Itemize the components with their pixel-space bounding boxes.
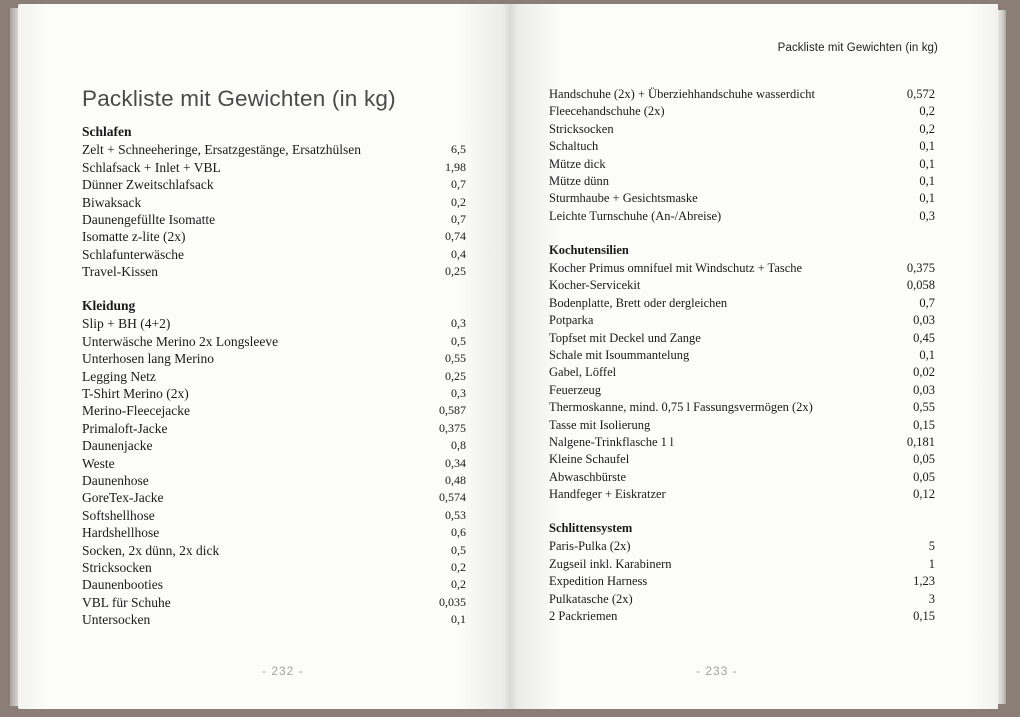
list-item [549,295,935,312]
list-item [549,486,935,503]
item-weight: 0,6 [451,525,466,540]
list-item [82,315,466,332]
list-item [549,469,935,486]
list-item [82,194,466,211]
list-item [82,368,466,385]
item-name: Schlafunterwäsche [82,246,184,262]
item-weight: 0,03 [913,382,935,397]
list-item [82,489,466,506]
item-name: Potparka [549,313,594,328]
item-name: Gabel, Löffel [549,365,617,380]
item-name: Unterwäsche Merino 2x Longsleeve [82,333,279,349]
list-item [82,385,466,402]
item-weight: 6,5 [451,142,466,157]
item-name: Handschuhe (2x) + Überziehhandschuhe wasserdicht [549,87,815,101]
item-name: Schaltuch [549,139,599,154]
list-item [82,559,466,576]
item-weight: 1 [928,556,935,571]
item-weight: 0,12 [913,487,935,502]
item-weight: 0,7 [451,212,466,226]
item-name: Daunengefüllte Isomatte [82,212,216,227]
item-weight: 0,25 [445,264,466,279]
page-number-right: - 233 - [696,664,738,678]
item-name: Expedition Harness [549,574,648,589]
item-weight: 0,2 [451,560,466,574]
list-item [549,608,935,625]
item-weight: 1,23 [913,574,935,589]
list-item [549,312,935,329]
item-weight: 0,15 [913,609,935,623]
item-weight: 0,2 [919,104,935,119]
page-number-left: - 232 - [262,664,304,678]
item-name: Abwaschbürste [549,469,627,484]
list-item [82,611,466,628]
item-name: Leichte Turnschuhe (An-/Abreise) [549,208,722,223]
item-weight: 0,058 [906,278,935,293]
list-item [549,417,935,434]
item-name: Softshellhose [82,507,155,523]
item-name: Thermoskanne, mind. 0,75 l Fassungsvermögen (2x) [549,400,813,415]
list-item [82,472,466,489]
item-weight: 0,2 [451,194,466,209]
list-item [549,138,935,155]
item-name: Schale mit Isoummantelung [549,348,690,362]
item-weight: 0,55 [913,400,935,415]
item-weight: 0,5 [451,542,466,557]
item-weight: 0,572 [906,87,935,101]
list-item [549,451,935,468]
item-name: Kleine Schaufel [549,452,630,467]
list-item [82,542,466,559]
list-item [549,173,935,190]
item-name: Mütze dick [549,156,606,171]
list-item [82,594,466,611]
list-item [82,437,466,454]
item-name: Travel-Kissen [82,264,158,280]
item-name: Daunenjacke [82,438,153,454]
item-weight: 0,34 [445,455,466,470]
item-name: Fleecehandschuhe (2x) [549,104,665,119]
item-weight: 0,53 [445,507,466,522]
list-item [549,277,935,294]
item-name: Sturmhaube + Gesichtsmaske [549,191,698,206]
list-item [549,121,935,138]
list-item [82,263,466,280]
item-name: VBL für Schuhe [82,594,171,610]
list-item [549,538,935,555]
item-name: Dünner Zweitschlafsack [82,177,214,193]
page-edge-right [998,10,1006,704]
item-name: Zugseil inkl. Karabinern [549,556,672,571]
list-item [82,402,466,419]
item-weight: 0,2 [919,121,935,136]
item-weight: 0,1 [919,348,935,362]
item-weight: 0,03 [913,313,935,328]
item-weight: 0,05 [913,469,935,484]
item-name: Tasse mit Isolierung [549,417,651,432]
item-name: Bodenplatte, Brett oder dergleichen [549,295,728,310]
list-item [549,556,935,573]
list-item [549,260,935,277]
item-weight: 0,1 [919,191,935,206]
list-item [82,228,466,245]
list-item [549,434,935,451]
list-item [82,576,466,593]
item-name: T-Shirt Merino (2x) [82,386,189,401]
item-weight: 0,15 [913,417,935,432]
item-name: Zelt + Schneeheringe, Ersatzgestänge, Ersatzhülsen [82,142,362,158]
item-name: Nalgene-Trinkflasche 1 l [549,435,674,449]
item-name: Paris-Pulka (2x) [549,539,631,554]
item-name: Schlafsack + Inlet + VBL [82,159,221,175]
item-weight: 0,181 [906,435,935,449]
item-name: Stricksocken [82,560,152,575]
list-item [549,364,935,381]
list-item [82,507,466,524]
left-page [18,4,510,709]
item-name: GoreTex-Jacke [82,490,164,506]
item-weight: 0,02 [913,365,935,380]
item-weight: 0,25 [445,368,466,383]
item-name: Daunenhose [82,473,149,488]
list-item [549,208,935,225]
item-name: Stricksocken [549,121,614,136]
running-head: Packliste mit Gewichten (in kg) [777,42,938,54]
item-weight: 0,48 [445,473,466,487]
page-title: Packliste mit Gewichten (in kg) [82,86,396,111]
item-weight: 0,4 [451,246,466,261]
list-item [82,333,466,350]
item-weight: 0,8 [451,438,466,453]
item-weight: 0,1 [919,139,935,154]
item-name: Unterhosen lang Merino [82,351,214,367]
list-item [549,399,935,416]
item-weight: 0,1 [919,174,935,188]
item-weight: 0,3 [451,316,466,331]
list-item [82,455,466,472]
item-name: Merino-Fleecejacke [82,403,190,419]
item-weight: 0,375 [439,420,466,435]
item-weight: 0,74 [445,229,466,244]
list-item [549,591,935,608]
section-heading: Schlafen [82,124,132,139]
item-name: Mütze dünn [549,174,610,188]
item-name: Kocher Primus omnifuel mit Windschutz + Tasche [549,261,803,275]
item-name: Handfeger + Eiskratzer [549,487,666,502]
item-name: Socken, 2x dünn, 2x dick [82,542,220,558]
item-weight: 0,035 [439,594,466,609]
item-weight: 0,1 [919,156,935,171]
item-weight: 0,574 [439,490,466,505]
list-item [549,190,935,207]
item-weight: 3 [928,591,935,606]
list-item [549,330,935,347]
item-name: Untersocken [82,612,151,628]
item-weight: 0,3 [451,386,466,400]
item-name: Kocher-Servicekit [549,278,641,293]
list-item [549,86,935,103]
right-page [510,4,998,709]
list-item [82,420,466,437]
list-item [549,382,935,399]
list-item [549,573,935,590]
item-weight: 0,587 [439,403,466,418]
item-name: Primaloft-Jacke [82,420,168,436]
list-item [82,246,466,263]
item-weight: 0,7 [451,177,466,192]
item-name: Hardshellhose [82,525,160,541]
item-weight: 0,05 [913,452,935,467]
item-name: Topfset mit Deckel und Zange [549,330,701,345]
item-name: Slip + BH (4+2) [82,316,171,332]
item-weight: 0,375 [906,261,935,275]
list-item [82,211,466,228]
item-weight: 0,2 [451,577,466,592]
item-weight: 0,45 [913,330,935,345]
item-weight: 0,3 [919,208,935,223]
list-item [82,176,466,193]
item-name: Daunenbooties [82,577,163,593]
item-weight: 0,1 [451,612,466,627]
section-heading: Kleidung [82,298,136,313]
item-name: Isomatte z-lite (2x) [82,229,186,245]
list-item [549,103,935,120]
item-weight: 1,98 [445,159,466,174]
item-name: Feuerzeug [549,382,602,397]
list-item [549,347,935,364]
item-weight: 0,55 [445,351,466,366]
page-edge-left [10,8,18,706]
list-item [82,159,466,176]
section-heading: Kochutensilien [549,242,629,257]
item-name: 2 Packriemen [549,609,618,623]
item-weight: 0,7 [919,295,935,310]
item-name: Pulkatasche (2x) [549,591,633,606]
list-item [82,524,466,541]
list-item [82,141,466,158]
list-item [549,156,935,173]
item-name: Legging Netz [82,368,156,384]
item-weight: 0,5 [451,333,466,348]
item-weight: 5 [928,539,935,554]
list-item [82,350,466,367]
item-name: Biwaksack [82,194,142,210]
item-name: Weste [82,455,115,471]
section-heading: Schlittensystem [549,521,633,535]
